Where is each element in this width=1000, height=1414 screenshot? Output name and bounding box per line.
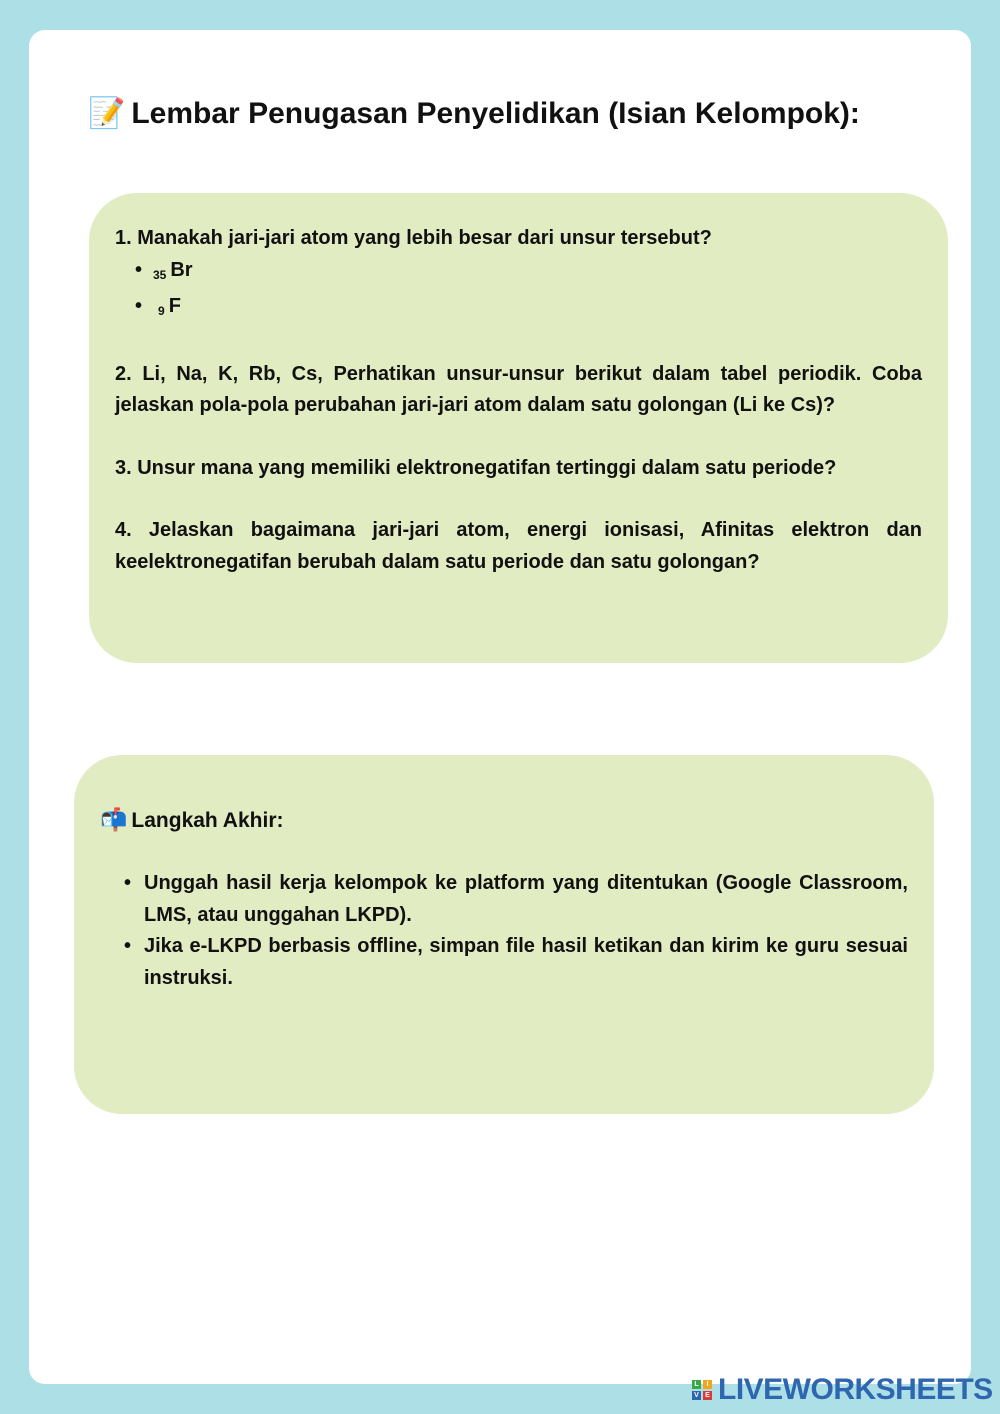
- option-br: • $_{35}$ Br: [135, 258, 193, 282]
- question-1-options: [115, 255, 922, 328]
- memo-icon: 📝: [88, 97, 126, 130]
- final-steps-list: [100, 868, 908, 994]
- mailbox-icon: 📬: [100, 807, 128, 832]
- question-1: 1. Manakah jari-jari atom yang lebih besar dari unsur tersebut?: [115, 227, 712, 249]
- question-3: 3. Unsur mana yang memiliki elektronegatifan tertinggi dalam satu periode?: [115, 456, 837, 479]
- step-offline: • Jika e-LKPD berbasis offline, simpan file hasil ketikan dan kirim ke guru sesuai instruksi.: [124, 935, 908, 989]
- liveworksheets-brand[interactable]: [692, 1373, 993, 1407]
- page-title: 📝 Lembar Penugasan Penyelidikan (Isian Kelompok):: [88, 97, 860, 130]
- question-4: 4. Jelaskan bagaimana jari-jari atom, energi ionisasi, Afinitas elektron dan keelektronegatifan berubah dalam satu periode dan satu golongan?: [115, 519, 922, 573]
- brand-name: LIVEWORKSHEETS: [718, 1373, 993, 1406]
- step-upload: • Unggah hasil kerja kelompok ke platform yang ditentukan (Google Classroom, LMS, atau unggahan LKPD).: [124, 872, 908, 926]
- final-steps-card: [74, 755, 934, 1114]
- liveworksheets-logo-icon: L I V E: [692, 1380, 712, 1400]
- questions-card: [89, 193, 948, 663]
- question-2: 2. Li, Na, K, Rb, Cs, Perhatikan unsur-unsur berikut dalam tabel periodik. Coba jelaskan pola-pola perubahan jari-jari atom dalam satu golongan (Li ke Cs)?: [115, 362, 922, 416]
- final-steps-title: 📬 Langkah Akhir:: [100, 807, 284, 832]
- option-f: • $_9$ F: [135, 295, 181, 318]
